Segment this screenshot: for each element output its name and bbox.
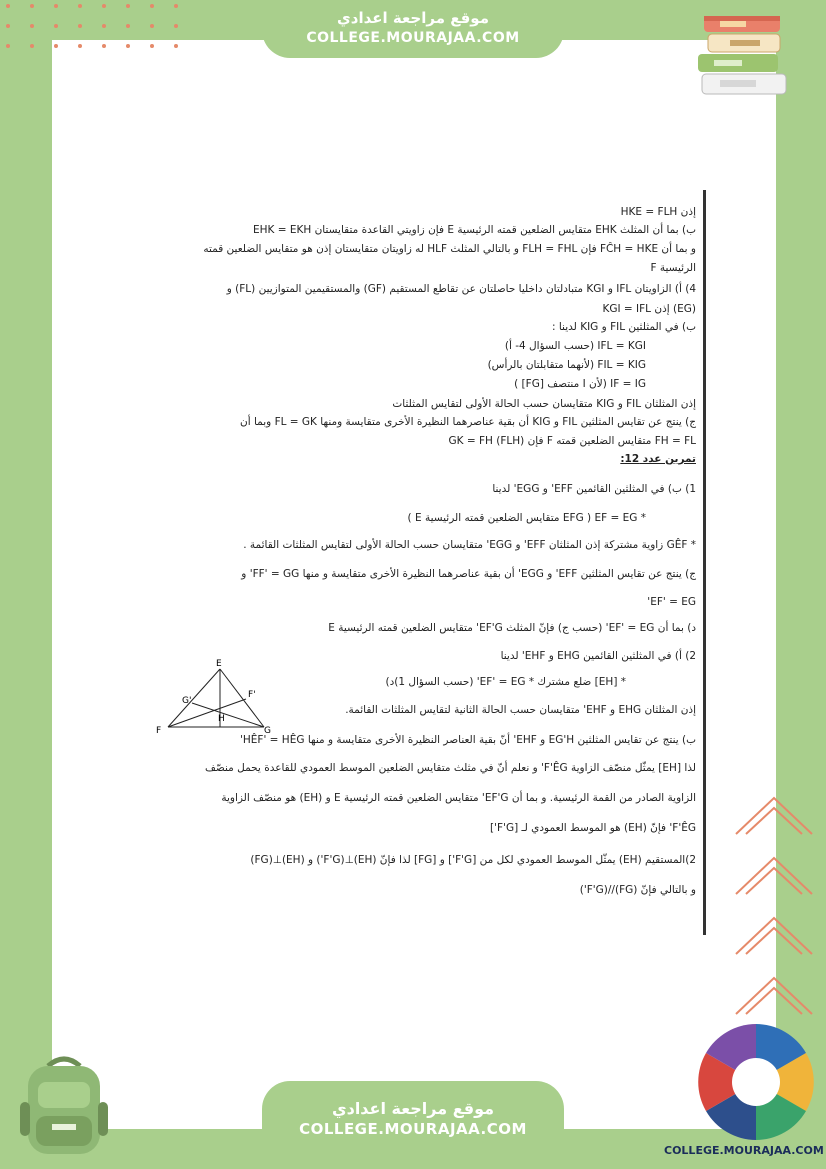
doc-line: الزاوية الصادر من القمة الرئيسية. و بما أن EF'G' متقايس الضلعين قمته الرئيسية E و (EH) هو منصّف الزاوية — [221, 792, 696, 804]
figure-label: G — [264, 726, 271, 736]
triangle-figure — [148, 655, 271, 736]
doc-line: الرئيسية F — [650, 262, 696, 274]
backpack-icon — [14, 1052, 114, 1162]
doc-line: إذن المثلثان EHG و EHF' متقايسان حسب الحالة الثانية لتقايس المثلثات القائمة. — [345, 704, 696, 716]
doc-line: 2)المستقيم (EH) يمثّل الموسط العمودي لكل من [F'G'] و [FG] لذا فإنّ (EH)⊥(F'G') و (EH)⊥(FG) — [250, 854, 696, 866]
doc-line: ج) ينتج عن تقايس المثلثين EFF' و EGG' أن بقية عناصرهما النظيرة الأخرى متقايسة و منها FF' = GG' و — [241, 568, 696, 580]
doc-line: FIL = KIG (لأنهما متقابلتان بالرأس) — [487, 359, 646, 371]
doc-line: IFL = KGI (حسب السؤال 4- أ) — [504, 340, 646, 352]
doc-line: إذن HKE = FLH — [620, 206, 696, 218]
doc-line: 2) أ) في المثلثين القائمين EHG و EHF' لدينا — [500, 650, 696, 662]
doc-line: EF' = EG' — [647, 596, 696, 608]
doc-line: 1) ب) في المثلثين القائمين EFF' و EGG' لدينا — [492, 483, 696, 495]
doc-line: و بالتالي فإنّ (FG)//(F'G') — [579, 884, 696, 896]
doc-line: ج) ينتج عن تقايس المثلثين FIL و KIG أن بقية عناصرهما النظيرة الأخرى متقايسة ومنها FL = GK وبما أن — [239, 416, 696, 428]
site-url: COLLEGE.MOURAJAA.COM — [299, 1120, 527, 1138]
site-badge[interactable]: COLLEGE.MOURAJAA.COM — [664, 1144, 824, 1157]
site-url: COLLEGE.MOURAJAA.COM — [306, 30, 520, 46]
books-icon — [690, 10, 800, 100]
scanned-document — [148, 190, 706, 935]
doc-line: F'ÊG' فإنّ (EH) هو الموسط العمودي لـ [F'G'] — [490, 822, 696, 834]
figure-label: F — [156, 726, 162, 736]
figure-label: F' — [248, 690, 256, 700]
figure-label: E — [216, 659, 222, 669]
doc-line: 4) أ) الزاويتان IFL و KGI متبادلتان داخليا حاصلتان عن تقاطع المستقيم (GF) والمستقيمين المتوازيين (FL) و — [226, 283, 696, 295]
doc-line: FH = FL متقايس الضلعين قمته F فإن GK = FH (FLH) — [448, 435, 696, 447]
chevron-up-icon — [730, 790, 820, 1030]
footer-brand[interactable] — [262, 1099, 564, 1139]
doc-line: IF = IG (لأن I منتصف [FG] ) — [514, 378, 646, 390]
subjects-wheel-icon — [694, 1022, 818, 1142]
doc-line: * [EH] ضلع مشترك * EF' = EG' (حسب السؤال 1)د) — [385, 676, 626, 688]
footer-tab — [262, 1081, 564, 1169]
site-name: موقع مراجعة اعدادي — [337, 9, 489, 27]
doc-line: ب) ينتج عن تقايس المثلثين EG'H و EHF' أنّ بقية العناصر النظيرة الأخرى متقايسة و منها HÊF' = HÊG' — [239, 734, 696, 746]
doc-line: (EG) إذن KGI = IFL — [602, 303, 696, 315]
doc-line: * EF = EG ( EFG متقايس الضلعين قمته الرئيسية E ) — [407, 512, 646, 524]
exercise-title: تمرين عدد 12: — [620, 453, 696, 465]
header-tab — [262, 0, 564, 58]
doc-line: ب) بما أن المثلث EHK متقايس الضلعين قمته الرئيسية E فإن زاويتي القاعدة متقايستان EHK = EKH — [252, 224, 696, 236]
doc-line: ب) في المثلثين FIL و KIG لدينا : — [551, 321, 696, 333]
doc-line: و بما أن FĈH = HKE فإن FLH = FHL و بالتالي المثلث HLF له زاويتان متقايستان إذن هو متقايس الضلعين قمته — [203, 243, 696, 255]
doc-line: * GÊF زاوية مشتركة إذن المثلثان EFF' و EGG' متقايسان حسب الحالة الأولى لتقايس المثلثات القائمة . — [243, 539, 696, 551]
doc-line: د) بما أن EF' = EG' (حسب ج) فإنّ المثلث EF'G' متقايس الضلعين قمته الرئيسية E — [328, 622, 696, 634]
doc-line: لذا [EH] يمثّل منصّف الزاوية F'ÊG' و نعلم أنّ في مثلث متقايس الضلعين الموسط العمودي للقاعدة يحمل منصّف — [205, 762, 696, 774]
site-name: موقع مراجعة اعدادي — [331, 1099, 495, 1118]
header-brand[interactable] — [262, 8, 564, 48]
margin-line — [703, 190, 706, 935]
figure-label: G' — [182, 696, 192, 706]
doc-line: إذن المثلثان FIL و KIG متقايسان حسب الحالة الأولى لتقايس المثلثات — [392, 398, 696, 410]
figure-label: H — [218, 714, 225, 724]
